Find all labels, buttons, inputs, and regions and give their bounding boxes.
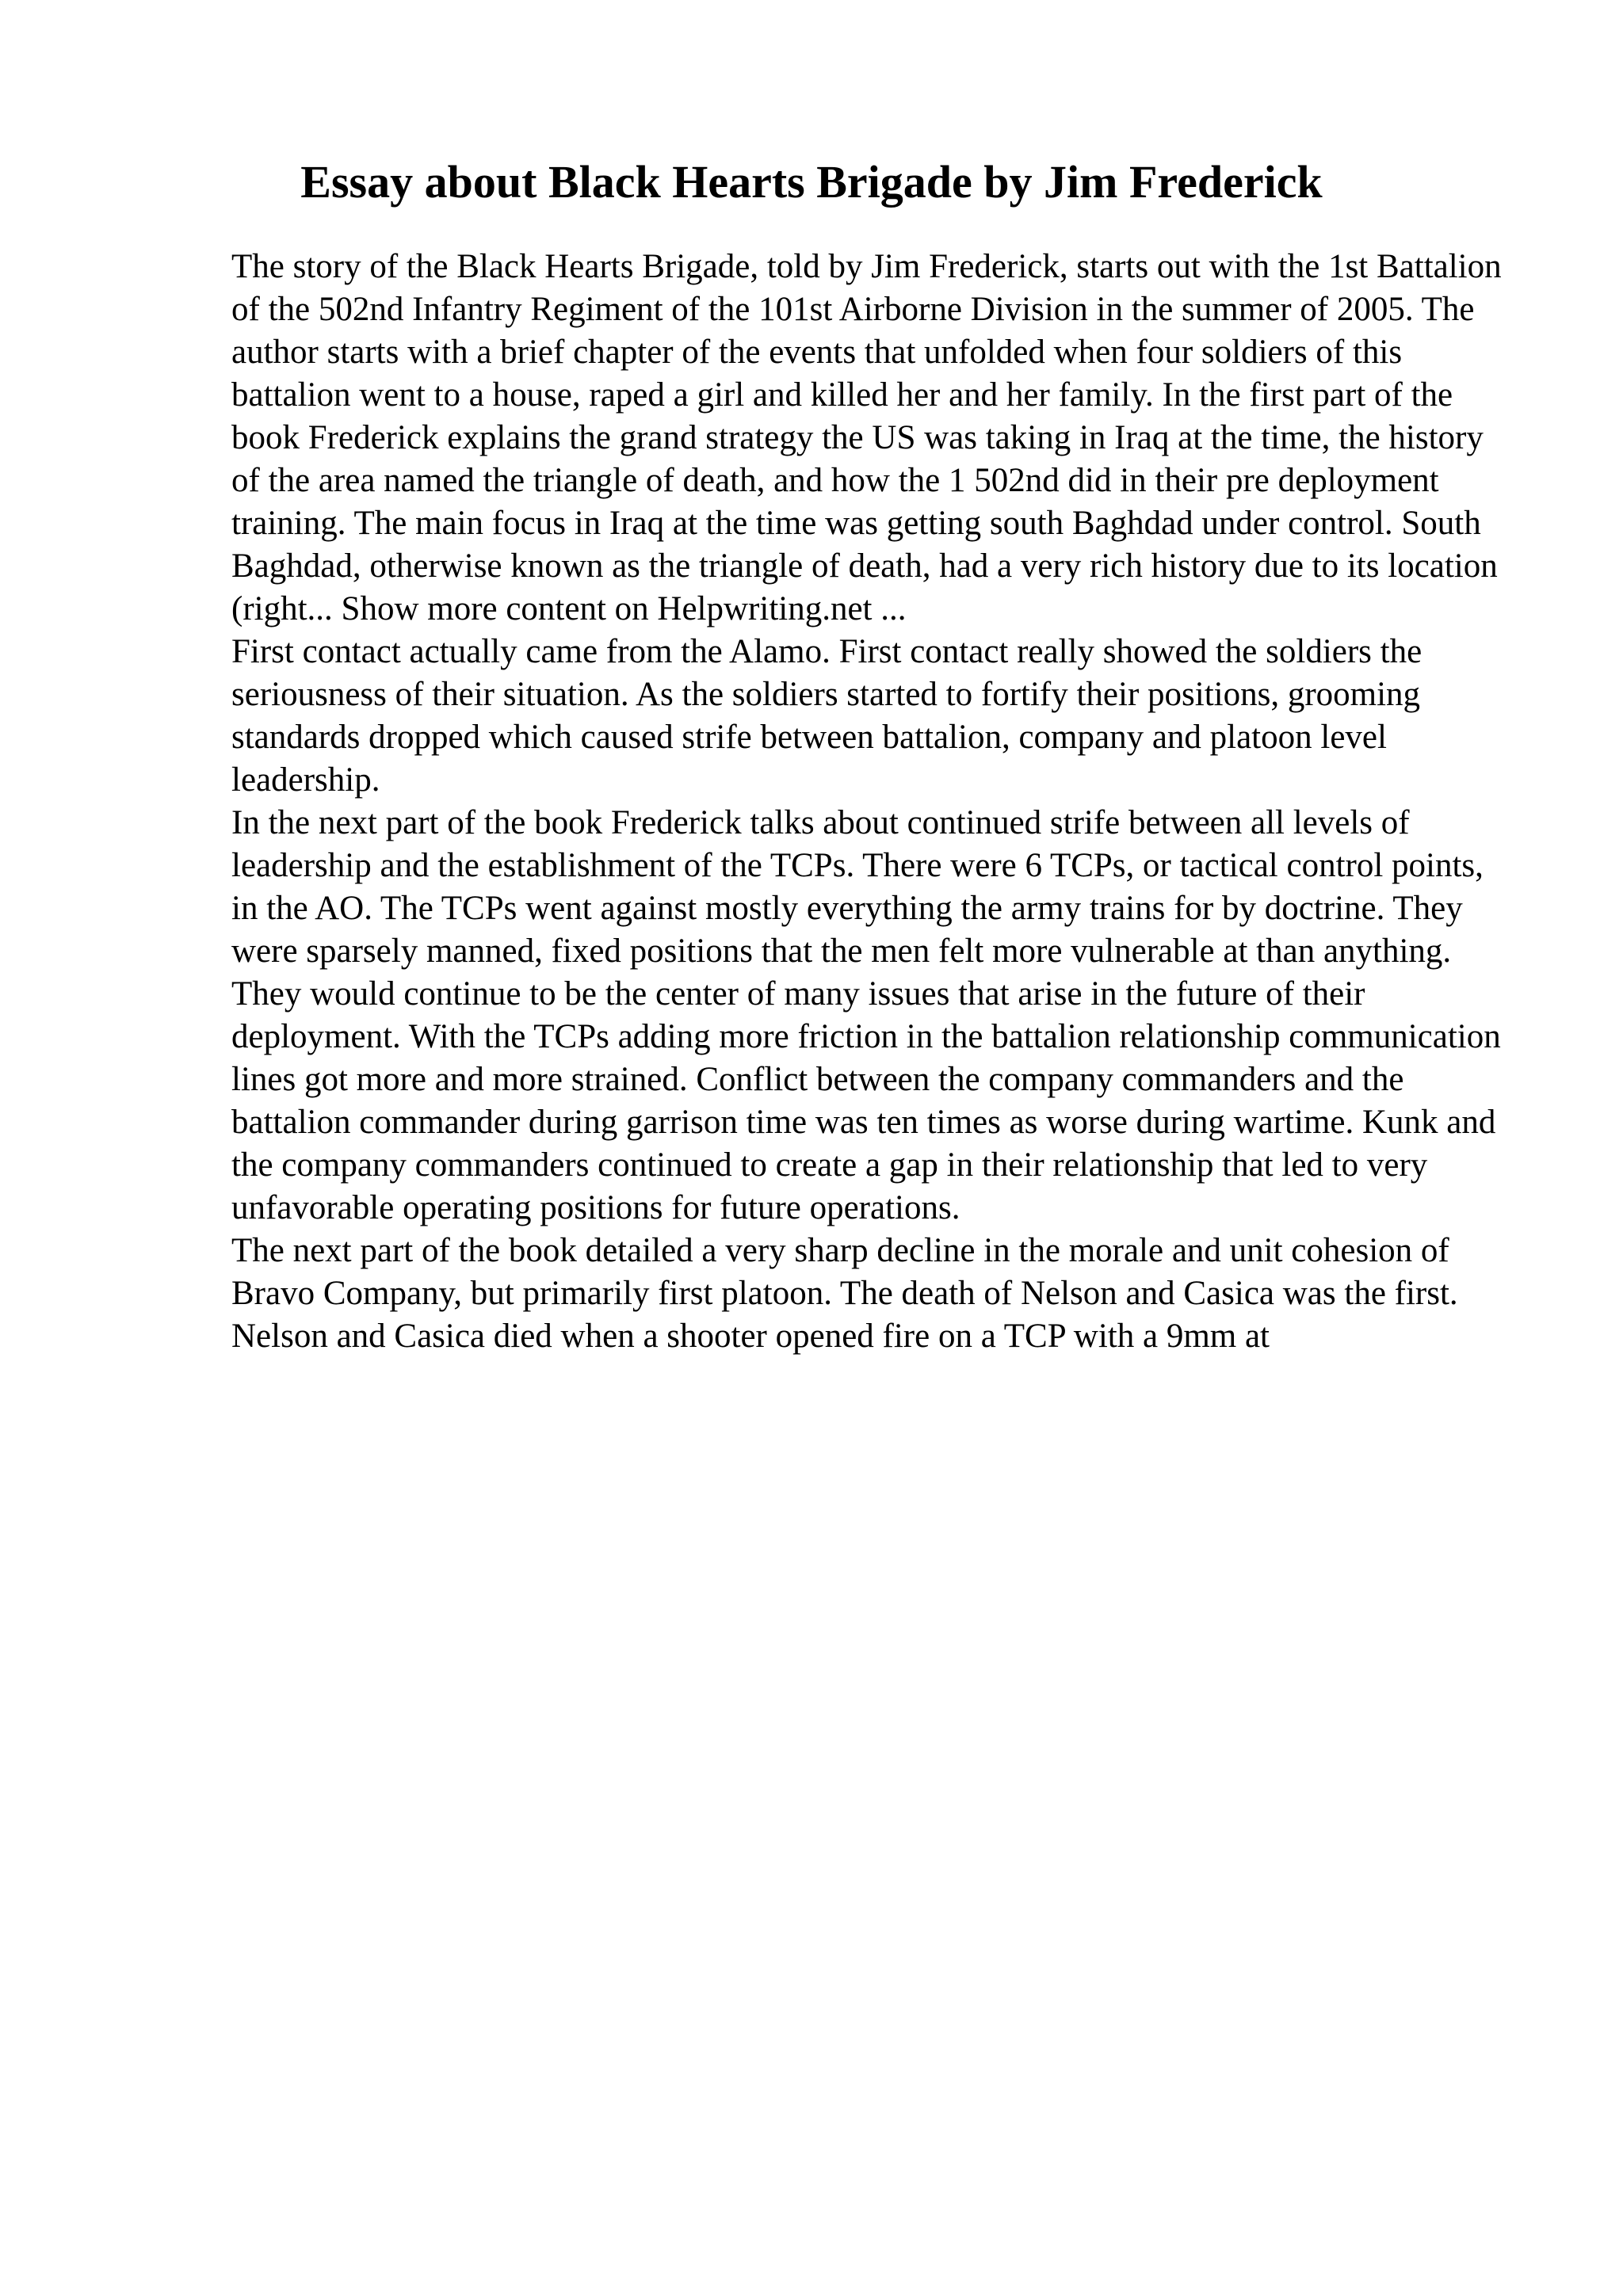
document-body — [231, 246, 1515, 1358]
paragraph-4: The next part of the book detailed a very sharp decline in the morale and unit cohesion of Bravo Company, but primarily first platoon. The death of Nelson and Casica was the first. Nelson and Casica died when a shooter opened fire on a TCP with a 9mm at — [231, 1232, 1458, 1355]
document-title — [0, 151, 1623, 214]
paragraph-1: The story of the Black Hearts Brigade, told by Jim Frederick, starts out with the 1st Battalion of the 502nd Infantry Regiment of the 101st Airborne Division in the summer of 2005. The author starts with a brief chapter of the events that unfolded when four soldiers of this battalion went to a house, raped a girl and killed her and her family. In the first part of the book Frederick explains the grand strategy the US was taking in Iraq at the time, the history of the area named the triangle of death, and how the 1 502nd did in their pre deployment training. The main focus in Iraq at the time was getting south Baghdad under control. South Baghdad, otherwise known as the triangle of death, had a very rich history due to its location (right... Show more content on Helpwriting.net ... — [231, 248, 1502, 627]
document-title-text: Essay about Black Hearts Brigade by Jim Frederick — [300, 156, 1323, 208]
paragraph-3: In the next part of the book Frederick talks about continued strife between all levels of leadership and the establishment of the TCPs. There were 6 TCPs, or tactical control points, in the AO. The TCPs went against mostly everything the army trains for by doctrine. They were sparsely manned, fixed positions that the men felt more vulnerable at than anything. They would continue to be the center of many issues that arise in the future of their deployment. With the TCPs adding more friction in the battalion relationship communication lines got more and more strained. Conflict between the company commanders and the battalion commander during garrison time was ten times as worse during wartime. Kunk and the company commanders continued to create a gap in their relationship that led to very unfavorable operating positions for future operations. — [231, 804, 1501, 1226]
paragraph-2: First contact actually came from the Alamo. First contact really showed the soldiers the seriousness of their situation. As the soldiers started to fortify their positions, grooming standards dropped which caused strife between battalion, company and platoon level leadership. — [231, 633, 1423, 799]
